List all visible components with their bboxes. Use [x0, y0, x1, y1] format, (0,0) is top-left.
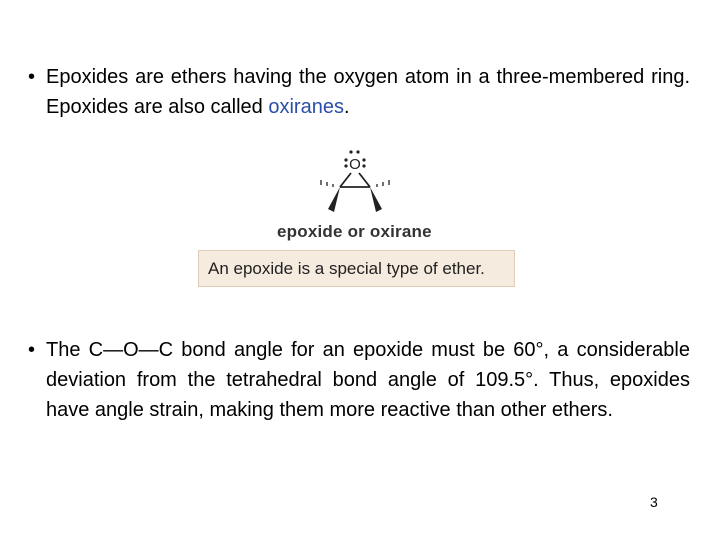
page-number: 3 — [650, 494, 658, 510]
bullet-marker: • — [28, 339, 36, 361]
term-oxiranes: oxiranes — [268, 96, 344, 118]
bullet-bond-angle — [28, 335, 690, 425]
wedge-bond-right — [370, 187, 382, 212]
bullet-text — [46, 62, 690, 122]
figure-label: epoxide or oxirane — [277, 222, 432, 241]
oxygen-atom-label: O — [349, 156, 361, 173]
hashed-bonds — [321, 180, 389, 187]
bullet-marker: • — [28, 66, 36, 88]
bullet-text-main: Epoxides are ethers having the oxygen atom in a three-membered ring. Epoxides are also called — [46, 66, 690, 118]
figure-caption: An epoxide is a special type of ether. — [198, 250, 515, 287]
bullet-epoxide-definition — [28, 62, 690, 122]
bullet-text-end: . — [343, 96, 350, 118]
bullet-text: The C—O—C bond angle for an epoxide must be 60°, a considerable deviation from the tetrahedral bond angle of 109.5°. Thus, epoxides have angle strain, making them more reactive than other ethers. — [46, 339, 690, 421]
wedge-bond-left — [328, 187, 340, 212]
